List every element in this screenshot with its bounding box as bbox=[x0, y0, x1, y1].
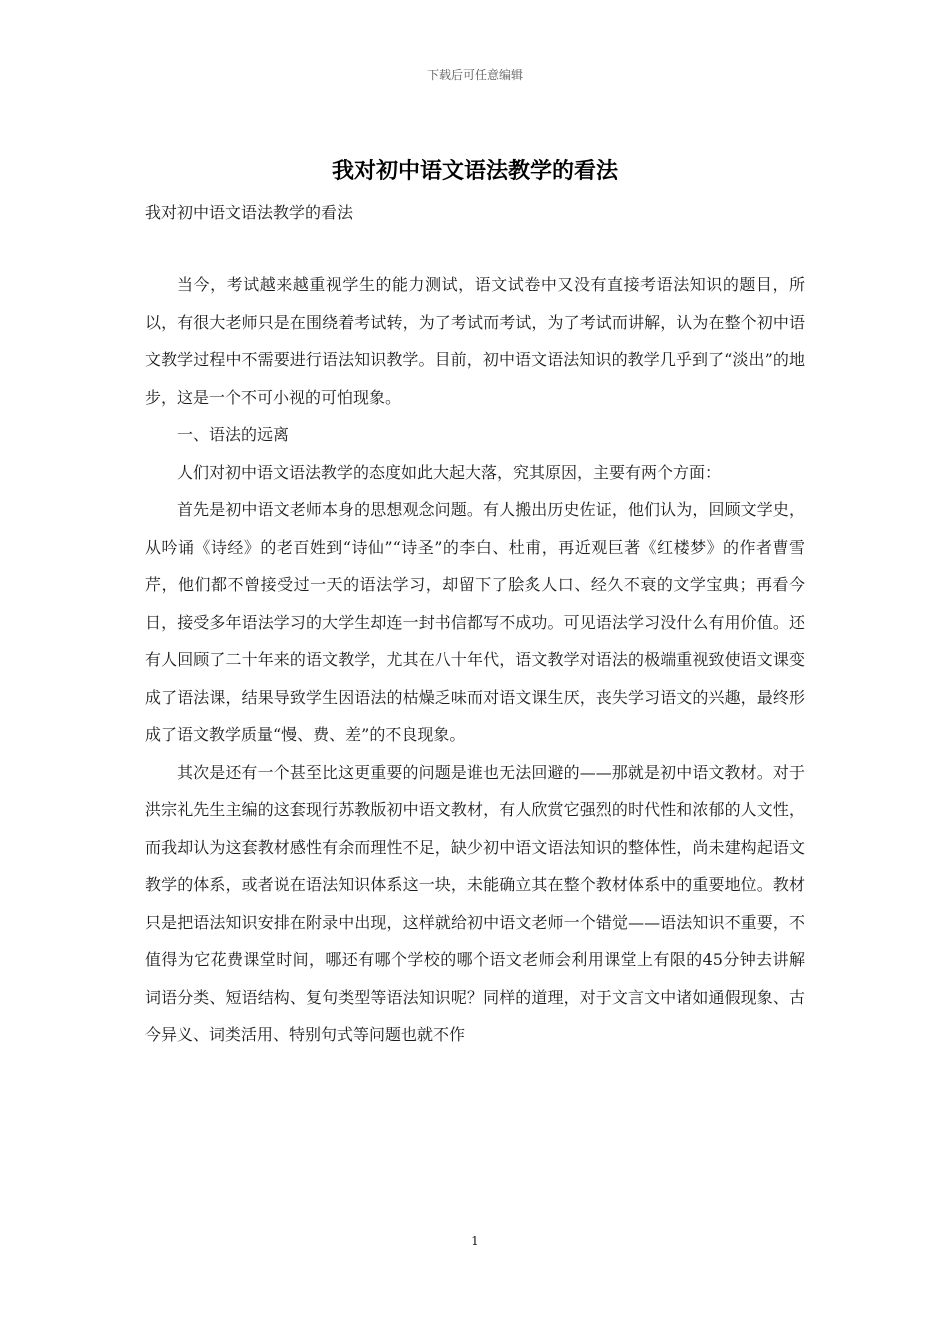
document-title: 我对初中语文语法教学的看法 bbox=[331, 158, 618, 184]
paragraph-reasons: 人们对初中语文语法教学的态度如此大起大落，究其原因，主要有两个方面： bbox=[177, 462, 722, 482]
document-body bbox=[145, 266, 805, 1054]
paragraph-second-reason: 其次是还有一个甚至比这更重要的问题是谁也无法回避的——那就是初中语文教材。对于洪宗礼先生主编的这套现行苏教版初中语文教材，有人欣赏它强烈的时代性和浓郁的人文性，而我却认为这套教材感性有余而理性不足，缺少初中语文语法知识的整体性，尚未建构起语文教学的体系，或者说在语法知识体系这一块，未能确立其在整个教材体系中的重要地位。教材只是把语法知识安排在附录中出现，这样就给初中语文老师一个错觉——语法知识不重要，不值得为它花费课堂时间，哪还有哪个学校的哪个语文老师会利用课堂上有限的45分钟去讲解词语分类、短语结构、复句类型等语法知识呢？同样的道理，对于文言文中诸如通假现象、古今异义、词类活用、特别句式等问题也就不作 bbox=[145, 762, 805, 1044]
paragraph-intro: 当今，考试越来越重视学生的能力测试，语文试卷中又没有直接考语法知识的题目，所以，有很大老师只是在围绕着考试转，为了考试而考试，为了考试而讲解，认为在整个初中语文教学过程中不需要进行语法知识教学。目前，初中语文语法知识的教学几乎到了“淡出”的地步，这是一个不可小视的可怕现象。 bbox=[145, 275, 805, 407]
paragraph-first-reason: 首先是初中语文老师本身的思想观念问题。有人搬出历史佐证，他们认为，回顾文学史，从吟诵《诗经》的老百姓到“诗仙”“诗圣”的李白、杜甫，再近观巨著《红楼梦》的作者曹雪芹，他们都不曾接受过一天的语法学习，却留下了脍炙人口、经久不衰的文学宝典；再看今日，接受多年语法学习的大学生却连一封书信都写不成功。可见语法学习没什么有用价值。还有人回顾了二十年来的语文教学，尤其在八十年代，语文教学对语法的极端重视致使语文课变成了语法课，结果导致学生因语法的枯燥乏味而对语文课生厌，丧失学习语文的兴趣，最终形成了语文教学质量“慢、费、差”的不良现象。 bbox=[145, 500, 805, 744]
document-subtitle: 我对初中语文语法教学的看法 bbox=[145, 203, 354, 222]
header-note: 下载后可任意编辑 bbox=[426, 68, 523, 82]
page-number: 1 bbox=[471, 1234, 479, 1248]
section-heading: 一、语法的远离 bbox=[177, 425, 290, 444]
